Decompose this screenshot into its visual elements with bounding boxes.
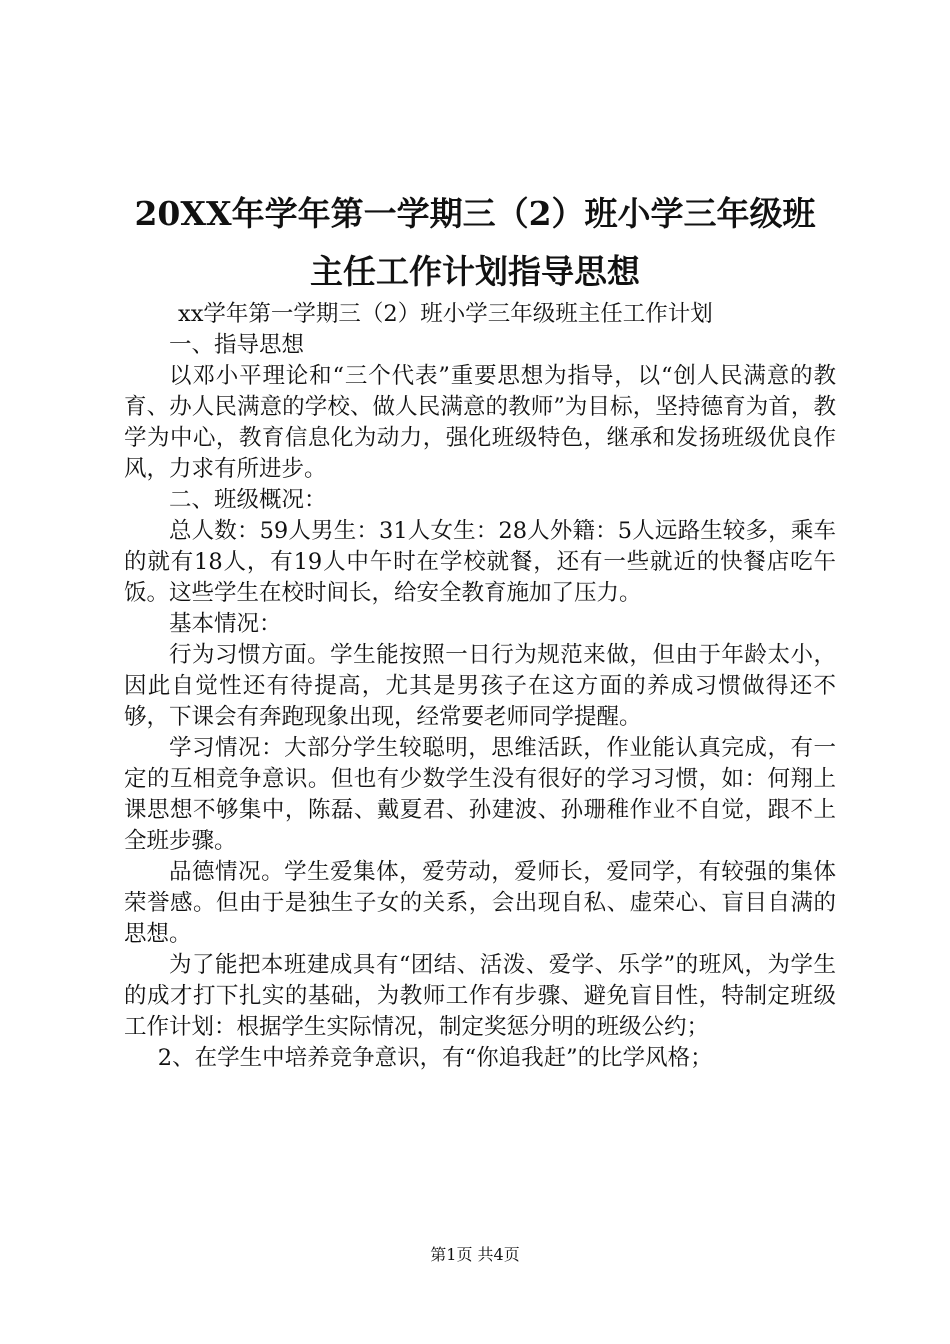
paragraph-behavior-habits: 行为习惯方面。学生能按照一日行为规范来做，但由于年龄太小，因此自觉性还有待提高，尤其是男孩子在这方面的养成习惯做得还不够，下课会有奔跑现象出现，经常要老师同学提醒。 xyxy=(124,642,836,730)
title-line-1: 20XX年学年第一学期三（2）班小学三年级班 xyxy=(134,194,816,233)
paragraph-class-overview: 总人数：59人男生：31人女生：28人外籍：5人远路生较多，乘车的就有18人，有19人中午时在学校就餐，还有一些就近的快餐店吃午饭。这些学生在校时间长，给安全教育施加了压力。 xyxy=(124,518,836,606)
section-heading-guiding-thought: 一、指导思想 xyxy=(169,332,305,358)
paragraph-moral-situation: 品德情况。学生爱集体，爱劳动，爱师长，爱同学，有较强的集体荣誉感。但由于是独生子女的关系，会出现自私、虚荣心、盲目自满的思想。 xyxy=(124,859,836,947)
document-body xyxy=(124,299,836,1074)
section-heading-class-overview: 二、班级概况： xyxy=(169,487,327,513)
document-title xyxy=(110,185,840,301)
paragraph-item-2: 2、在学生中培养竞争意识，有“你追我赶”的比学风格； xyxy=(157,1045,713,1071)
title-line-2: 主任工作计划指导思想 xyxy=(310,252,640,291)
paragraph-study-situation: 学习情况：大部分学生较聪明，思维活跃，作业能认真完成，有一定的互相竞争意识。但也有少数学生没有很好的学习习惯，如：何翔上课思想不够集中，陈磊、戴夏君、孙建波、孙珊稚作业不自觉，跟不上全班步骤。 xyxy=(124,735,836,854)
paragraph-guiding-thought: 以邓小平理论和“三个代表”重要思想为指导，以“创人民满意的教育、办人民满意的学校、做人民满意的教师”为目标，坚持德育为首，教学为中心，教育信息化为动力，强化班级特色，继承和发扬班级优良作风，力求有所进步。 xyxy=(124,363,836,482)
paragraph-class-plan: 为了能把本班建成具有“团结、活泼、爱学、乐学”的班风，为学生的成才打下扎实的基础，为教师工作有步骤、避免盲目性，特制定班级工作计划：根据学生实际情况，制定奖惩分明的班级公约； xyxy=(124,952,836,1040)
page-footer: 第1页 共4页 xyxy=(430,1245,520,1264)
section-heading-basic-situation: 基本情况： xyxy=(169,611,282,637)
plan-subtitle: xx学年第一学期三（2）班小学三年级班主任工作计划 xyxy=(178,301,713,327)
